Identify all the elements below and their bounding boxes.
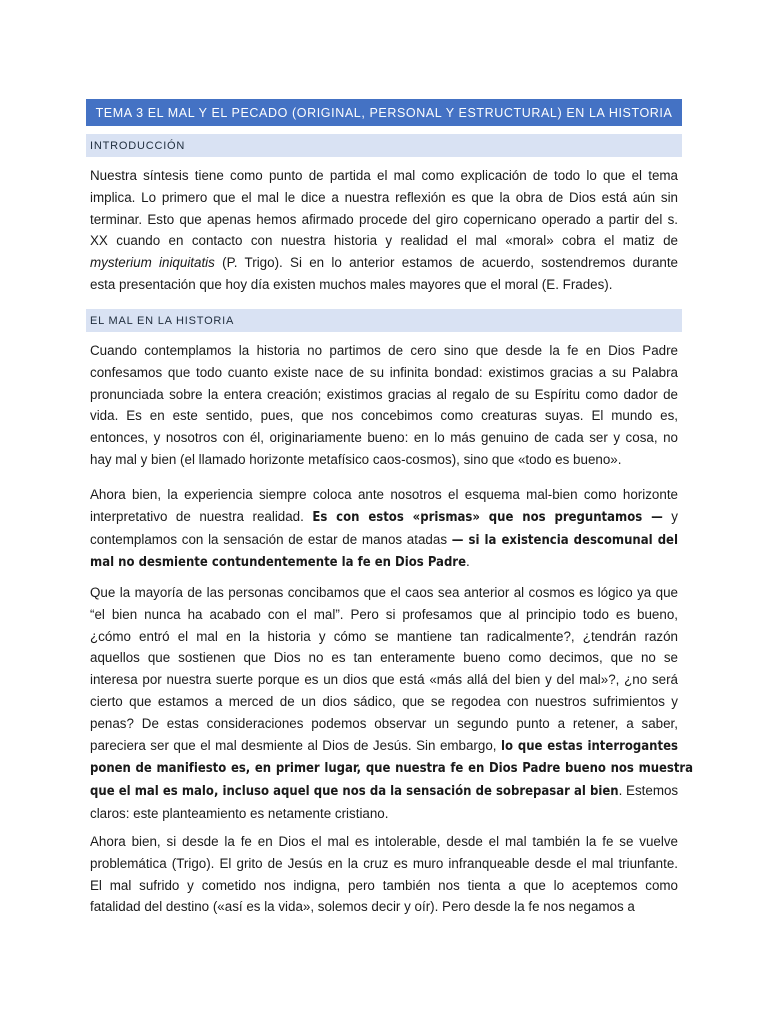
bold-run: que el mal es malo, incluso aquel que nos da la sensación de sobrepasar al bien xyxy=(90,784,619,800)
text-line xyxy=(90,427,678,449)
text-line xyxy=(90,230,678,252)
text-run: fatalidad del destino («así es la vida», solemos decir y oír). Pero desde la fe nos negamos a xyxy=(90,899,635,915)
text-line xyxy=(90,853,678,875)
text-line xyxy=(90,274,678,296)
text-run: confesamos que todo cuanto existe nace de su infinita bondad: existimos gracias a su Palabra xyxy=(90,364,678,380)
text-run: aquellos que sostienen que Dios no es tan enteramente bueno como decimos, que no se xyxy=(90,650,678,666)
text-line xyxy=(90,384,678,406)
text-run: problemática (Trigo). El grito de Jesús en la cruz es muro infranqueable desde el mal triunfante. xyxy=(90,855,678,871)
text-run: “el bien nunca ha acabado con el mal”. Pero si profesamos que al principio todo es bueno, xyxy=(90,606,678,622)
text-line xyxy=(90,551,678,574)
text-line xyxy=(90,626,678,648)
text-line xyxy=(90,165,678,187)
paragraph-4 xyxy=(90,831,678,918)
section-heading-introduccion: INTRODUCCIÓN xyxy=(86,134,682,157)
text-run: . xyxy=(466,554,470,570)
text-run: pronunciada sobre la entera creación; existimos gracias al regalo de su Espíritu como dador de xyxy=(90,386,678,402)
text-line xyxy=(90,209,678,231)
italic-run: mysterium iniquitatis xyxy=(90,255,215,271)
text-run: Ahora bien, la experiencia siempre coloca ante nosotros el esquema mal-bien como horizonte xyxy=(90,487,678,502)
text-run: implica. Lo primero que el mal le dice a nuestra reflexión es que la obra de Dios está aún sin xyxy=(90,189,678,205)
text-line xyxy=(90,582,678,604)
bold-run: lo que estas interrogantes xyxy=(500,738,678,754)
bold-run: ponen de manifiesto es, en primer lugar, que nuestra fe en Dios Padre bueno nos muestra xyxy=(90,761,693,777)
text-line xyxy=(90,691,678,713)
text-run: (P. Trigo). Si en lo anterior estamos de acuerdo, sostendremos durante xyxy=(214,255,679,271)
text-line xyxy=(90,896,678,918)
text-run: XX cuando en contacto con nuestra historia y realidad el mal «moral» cobra el matiz de xyxy=(90,233,678,249)
text-run: cierto que estamos a merced de un dios sádico, que se regodea con nuestros sufrimientos y xyxy=(90,693,678,709)
text-line xyxy=(90,780,678,803)
paragraph-intro xyxy=(90,165,678,296)
bold-run: — si la existencia descomunal del xyxy=(451,532,679,548)
text-line xyxy=(90,757,693,780)
text-run: contemplamos con la sensación de estar de manos atadas xyxy=(90,531,452,547)
text-run: esta presentación que hoy día existen muchos males mayores que el moral (E. Frades). xyxy=(90,276,613,292)
text-run: Ahora bien, si desde la fe en Dios el mal es intolerable, desde el mal también la fe se vuelve xyxy=(90,834,678,849)
text-run: Que la mayoría de las personas concibamos que el caos sea anterior al cosmos es lógico ya que xyxy=(90,585,678,600)
text-line xyxy=(90,405,678,427)
text-line xyxy=(90,252,678,274)
text-line xyxy=(90,669,678,691)
paragraph-2 xyxy=(90,484,678,574)
text-run: interesa por nuestra suerte porque es un dios que está «más allá del bien y del mal»?, ¿no será xyxy=(90,672,678,688)
text-run: interpretativo de nuestra realidad. xyxy=(90,508,313,524)
text-run: Cuando contemplamos la historia no partimos de cero sino que desde la fe en Dios Padre xyxy=(90,343,678,358)
text-line xyxy=(90,713,678,735)
text-line xyxy=(90,449,678,471)
text-line xyxy=(90,506,678,529)
section-heading-el-mal-en-la-historia: EL MAL EN LA HISTORIA xyxy=(86,309,682,332)
text-run: Nuestra síntesis tiene como punto de partida el mal como explicación de todo lo que el tema xyxy=(90,168,678,183)
text-line xyxy=(90,831,678,853)
document-title: TEMA 3 EL MAL Y EL PECADO (ORIGINAL, PERSONAL Y ESTRUCTURAL) EN LA HISTORIA xyxy=(86,99,682,126)
paragraph-3 xyxy=(90,582,693,825)
text-run: penas? De estas consideraciones podemos observar un segundo punto a retener, a saber, xyxy=(90,715,678,731)
text-run: terminar. Esto que apenas hemos afirmado procede del giro copernicano operado a partir del s. xyxy=(90,211,678,227)
bold-run: Es con estos «prismas» que nos preguntamos — xyxy=(312,509,663,525)
text-line xyxy=(90,340,678,362)
text-run: vida. Es en este sentido, pues, que nos concebimos como creaturas suyas. El mundo es, xyxy=(90,408,678,424)
text-run: entonces, y nosotros con él, originariamente bueno: en lo más genuino de cada ser y cosa, no xyxy=(90,430,678,446)
text-run: y xyxy=(662,508,678,524)
text-line xyxy=(90,604,678,626)
text-line xyxy=(90,187,678,209)
text-line xyxy=(90,735,678,758)
text-line xyxy=(90,362,678,384)
paragraph-1 xyxy=(90,340,678,471)
text-run: ¿cómo entró el mal en la historia y cómo se mantiene tan radicalmente?, ¿tendrán razón xyxy=(90,628,678,644)
text-run: El mal sufrido y cometido nos indigna, pero también nos tienta a que lo aceptemos como xyxy=(90,877,678,893)
text-run: hay mal y bien (el llamado horizonte metafísico caos-cosmos), sino que «todo es bueno». xyxy=(90,451,622,467)
text-line xyxy=(90,875,678,897)
text-run: claros: este planteamiento es netamente cristiano. xyxy=(90,805,389,821)
text-line xyxy=(90,803,678,825)
text-line xyxy=(90,484,678,506)
text-run: . Estemos xyxy=(618,783,679,799)
text-line xyxy=(90,647,678,669)
text-run: pareciera ser que el mal desmiente al Dios de Jesús. Sin embargo, xyxy=(90,737,501,753)
text-line xyxy=(90,529,678,552)
bold-run: mal no desmiente contundentemente la fe en Dios Padre xyxy=(90,555,467,571)
